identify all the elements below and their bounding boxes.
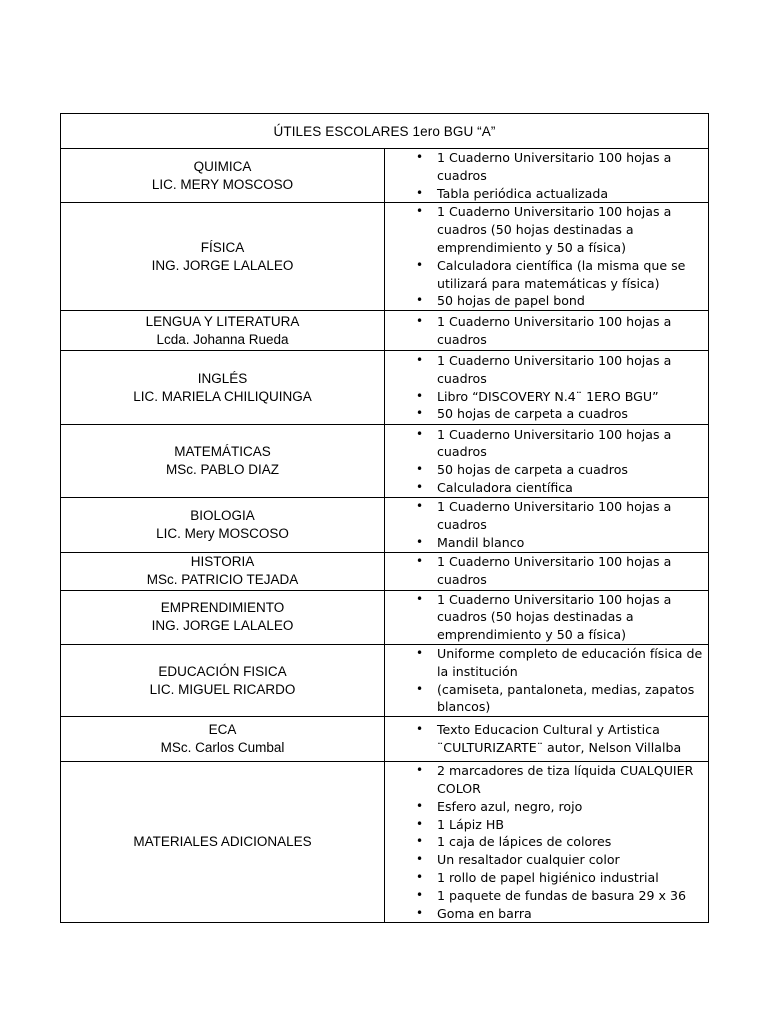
supply-list: [385, 426, 708, 497]
supply-item: • 1 Cuaderno Universitario 100 hojas a cuadros (50 hojas destinadas a emprendimiento y 50 a física): [437, 203, 704, 256]
subject-cell: [61, 203, 385, 311]
subject-cell: [61, 590, 385, 644]
items-cell: [385, 425, 709, 498]
subject-cell: [61, 425, 385, 498]
school-supplies-table: [60, 113, 709, 923]
supply-item: • Un resaltador cualquier color: [437, 851, 704, 869]
subject-cell: [61, 552, 385, 590]
table-row: [61, 762, 709, 923]
items-cell: [385, 762, 709, 923]
table-row: [61, 203, 709, 311]
subject-cell: [61, 311, 385, 351]
teacher-name: LIC. Mery MOSCOSO: [156, 525, 289, 541]
items-cell: [385, 552, 709, 590]
supply-item: • Mandil blanco: [437, 534, 704, 552]
supply-item: • (camiseta, pantaloneta, medias, zapatos blancos): [437, 681, 704, 717]
subject-cell: [61, 149, 385, 203]
items-cell: [385, 311, 709, 351]
items-cell: [385, 351, 709, 425]
items-cell: [385, 149, 709, 203]
subject-name: FÍSICA: [200, 239, 245, 255]
teacher-name: MSc. PABLO DIAZ: [165, 462, 280, 478]
subject-name: LENGUA Y LITERATURA: [145, 313, 300, 329]
teacher-name: ING. JORGE LALALEO: [151, 618, 294, 634]
subject-cell: [61, 351, 385, 425]
teacher-name: ING. JORGE LALALEO: [151, 257, 294, 273]
supply-list: [385, 203, 708, 310]
supply-list: [385, 645, 708, 716]
supply-item: • 1 caja de lápices de colores: [437, 833, 704, 851]
supply-item: • 1 paquete de fundas de basura 29 x 36: [437, 887, 704, 905]
title-row: [61, 114, 709, 149]
supply-item: • 1 Cuaderno Universitario 100 hojas a cuadros (50 hojas destinadas a emprendimiento y 50 a física): [437, 591, 704, 644]
supply-item: • Uniforme completo de educación física de la institución: [437, 645, 704, 681]
teacher-name: MSc. PATRICIO TEJADA: [146, 572, 299, 588]
supply-list: [385, 352, 708, 423]
teacher-name: LIC. MERY MOSCOSO: [151, 176, 294, 192]
subject-name: HISTORIA: [190, 554, 255, 570]
table-row: [61, 717, 709, 762]
teacher-name: MSc. Carlos Cumbal: [160, 740, 285, 756]
subject-name: ECA: [208, 722, 237, 738]
subject-name: INGLÉS: [197, 370, 248, 386]
supply-list: [385, 498, 708, 551]
supply-list: [385, 591, 708, 644]
supply-list: [385, 313, 708, 349]
supply-item: • Calculadora científica: [437, 479, 704, 497]
items-cell: [385, 498, 709, 552]
supply-item: • Libro “DISCOVERY N.4¨ 1ERO BGU”: [437, 388, 704, 406]
supply-item: • 1 Cuaderno Universitario 100 hojas a cuadros: [437, 149, 704, 185]
supply-item: • Calculadora científica (la misma que se utilizará para matemáticas y física): [437, 257, 704, 293]
supply-item: • 50 hojas de carpeta a cuadros: [437, 405, 704, 423]
table-row: [61, 351, 709, 425]
table-row: [61, 149, 709, 203]
supply-item: • 50 hojas de carpeta a cuadros: [437, 461, 704, 479]
supply-list: [385, 149, 708, 202]
subject-name: QUIMICA: [193, 158, 252, 174]
supply-item: • 2 marcadores de tiza líquida CUALQUIER COLOR: [437, 762, 704, 798]
teacher-name: Lcda. Johanna Rueda: [156, 331, 289, 347]
subject-cell: [61, 762, 385, 923]
table-row: [61, 644, 709, 716]
supply-item: • 1 Cuaderno Universitario 100 hojas a cuadros: [437, 498, 704, 534]
subject-name: MATERIALES ADICIONALES: [133, 834, 312, 850]
table-row: [61, 311, 709, 351]
subject-name: EMPRENDIMIENTO: [160, 600, 285, 616]
subject-name: MATEMÁTICAS: [174, 444, 271, 460]
supply-list: [385, 721, 708, 757]
supply-item: • 1 Cuaderno Universitario 100 hojas a cuadros: [437, 553, 704, 589]
table-row: [61, 552, 709, 590]
teacher-name: LIC. MARIELA CHILIQUINGA: [133, 388, 312, 404]
subject-name: BIOLOGIA: [190, 507, 255, 523]
supply-list: [385, 553, 708, 589]
supply-item: • 50 hojas de papel bond: [437, 292, 704, 310]
items-cell: [385, 203, 709, 311]
supply-item: • Texto Educacion Cultural y Artistica ¨CULTURIZARTE¨ autor, Nelson Villalba: [437, 721, 704, 757]
table-row: [61, 425, 709, 498]
supply-item: • Tabla periódica actualizada: [437, 185, 704, 203]
subject-cell: [61, 644, 385, 716]
items-cell: [385, 644, 709, 716]
subject-cell: [61, 717, 385, 762]
supply-item: • Goma en barra: [437, 905, 704, 923]
supply-item: • 1 Cuaderno Universitario 100 hojas a cuadros: [437, 313, 704, 349]
subject-cell: [61, 498, 385, 552]
items-cell: [385, 590, 709, 644]
supply-item: • 1 Cuaderno Universitario 100 hojas a cuadros: [437, 352, 704, 388]
supply-item: • Esfero azul, negro, rojo: [437, 798, 704, 816]
supply-item: • 1 Lápiz HB: [437, 816, 704, 834]
table-row: [61, 590, 709, 644]
table-row: [61, 498, 709, 552]
supply-item: • 1 Cuaderno Universitario 100 hojas a cuadros: [437, 426, 704, 462]
supply-list: [385, 762, 708, 922]
supply-item: • 1 rollo de papel higiénico industrial: [437, 869, 704, 887]
teacher-name: LIC. MIGUEL RICARDO: [149, 681, 296, 697]
document-title: ÚTILES ESCOLARES 1ero BGU “A”: [61, 114, 709, 149]
items-cell: [385, 717, 709, 762]
subject-name: EDUCACIÓN FISICA: [158, 663, 287, 679]
